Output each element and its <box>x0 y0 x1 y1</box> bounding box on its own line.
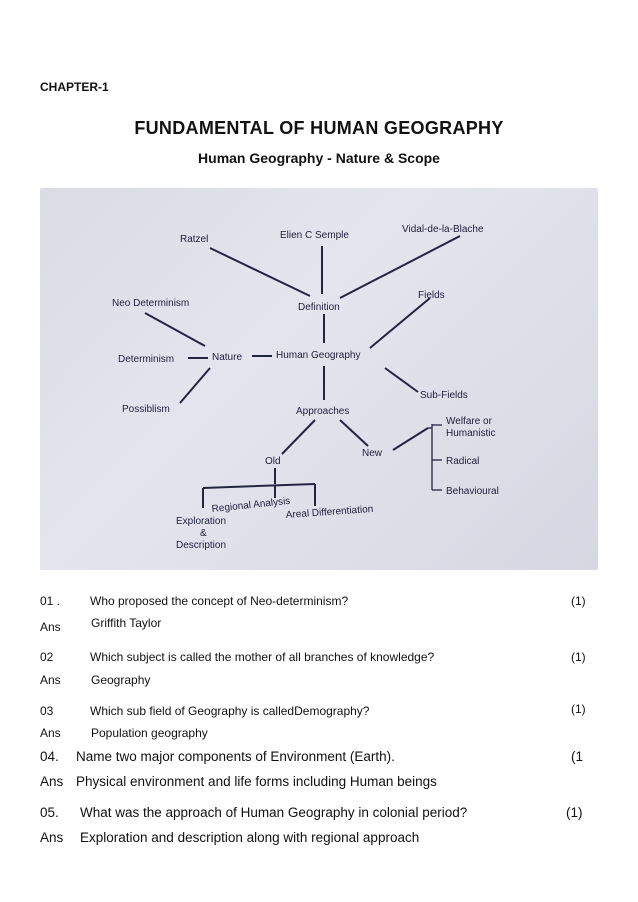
question-text: Name two major components of Environment (Earth). <box>76 749 395 764</box>
node-definition: Definition <box>298 302 340 313</box>
link-neo-determinism-nature <box>145 313 205 346</box>
answer-label: Ans <box>40 620 61 634</box>
node-nature: Nature <box>212 352 243 363</box>
answer-text: Exploration and description along with regional approach <box>80 830 420 845</box>
question-text: Which sub field of Geography is calledDemography? <box>90 704 370 718</box>
question-number: 04. <box>40 749 59 764</box>
node-radical: Radical <box>446 456 480 467</box>
node-approaches: Approaches <box>296 406 350 417</box>
node-exploration-amp: & <box>200 528 207 539</box>
node-new: New <box>362 448 383 459</box>
node-neo-determinism: Neo Determinism <box>112 298 190 309</box>
node-ratzel: Ratzel <box>180 234 209 245</box>
question-text: Which subject is called the mother of all branches of knowledge? <box>90 650 435 664</box>
link-new-bracket <box>393 428 428 450</box>
answer-label: Ans <box>40 830 64 845</box>
page-subtitle: Human Geography - Nature & Scope <box>198 150 440 166</box>
node-determinism: Determinism <box>118 354 175 365</box>
link-approaches-new <box>340 420 368 446</box>
node-old: Old <box>265 456 281 467</box>
question-marks: (1 <box>571 749 584 764</box>
link-nature-possiblism <box>180 368 210 403</box>
link-human-geography-sub-fields <box>385 368 418 392</box>
node-behavioural: Behavioural <box>446 486 499 497</box>
node-exploration: Exploration <box>176 516 227 527</box>
node-sub-fields: Sub-Fields <box>420 390 468 401</box>
node-possiblism: Possiblism <box>122 404 170 415</box>
answer-label: Ans <box>40 774 64 789</box>
link-approaches-old <box>282 420 315 454</box>
node-welfare-line2: Humanistic <box>446 428 496 439</box>
page-title: FUNDAMENTAL OF HUMAN GEOGRAPHY <box>134 118 504 138</box>
question-number: 01 . <box>40 594 61 608</box>
question-text: Who proposed the concept of Neo-determinism? <box>90 594 349 608</box>
answer-text: Griffith Taylor <box>91 616 162 630</box>
question-marks: (1) <box>571 650 586 664</box>
question-marks: (1) <box>571 702 586 716</box>
question-number: 02 <box>40 650 54 664</box>
link-definition-fields <box>370 298 430 348</box>
node-vidal: Vidal-de-la-Blache <box>402 224 484 235</box>
node-human-geography: Human Geography <box>276 350 361 361</box>
question-number: 03 <box>40 704 54 718</box>
node-semple: Elien C Semple <box>280 230 349 241</box>
node-description: Description <box>176 540 227 551</box>
mind-map-photo <box>40 188 598 570</box>
node-regional-analysis: Regional Analysis <box>211 495 291 515</box>
link-vidal-definition <box>340 236 460 298</box>
answer-text: Physical environment and life forms including Human beings <box>76 774 437 789</box>
question-number: 05. <box>40 805 59 820</box>
link-old-branch <box>203 484 315 488</box>
question-marks: (1) <box>566 805 583 820</box>
question-marks: (1) <box>571 594 586 608</box>
answer-text: Population geography <box>91 726 208 740</box>
node-welfare-line1: Welfare or <box>446 416 492 427</box>
node-fields: Fields <box>418 290 445 301</box>
answer-label: Ans <box>40 726 61 740</box>
answer-text: Geography <box>91 673 151 687</box>
chapter-label: CHAPTER-1 <box>40 80 109 94</box>
node-areal-differentiation: Areal Differentiation <box>285 503 374 521</box>
mind-map-diagram <box>40 188 598 570</box>
link-ratzel-definition <box>210 248 310 296</box>
answer-label: Ans <box>40 673 61 687</box>
question-text: What was the approach of Human Geography in colonial period? <box>80 805 468 820</box>
